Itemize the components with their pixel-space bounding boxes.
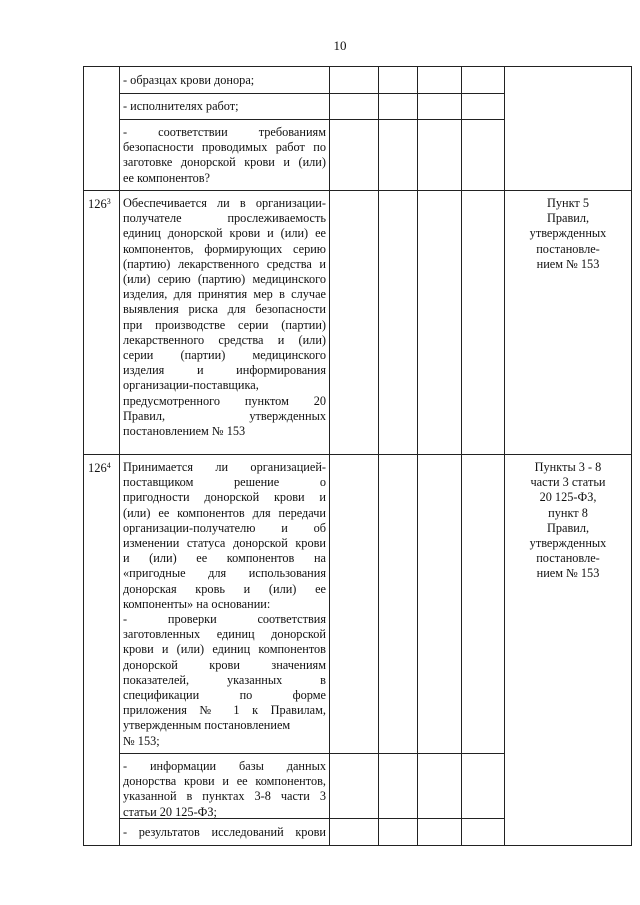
row-divider bbox=[119, 753, 504, 754]
column-divider bbox=[417, 66, 418, 846]
question-cell: - соответствии требованиям безопасности проводимых работ по заготовке донорской крови и (или) ее компонентов? bbox=[123, 125, 326, 185]
question-cell: - образцах крови донора; bbox=[123, 73, 255, 87]
row-number: $126^4$ bbox=[88, 461, 111, 475]
table-border-right bbox=[631, 66, 632, 846]
row-number: $126^3$ bbox=[88, 197, 111, 211]
column-divider bbox=[461, 66, 462, 846]
table-border-bottom bbox=[83, 845, 632, 846]
page-number: 10 bbox=[333, 38, 347, 53]
column-divider bbox=[378, 66, 379, 846]
question-cell: Принимается ли организацией- поставщиком решение о пригодности донорской крови и (или) ее компонентов для передачи организации-получателю и об изменении статуса донорской крови и (или) ее компонентов на «пригодные для использования донорская кровь и (или) ее компоненты» на основании: - проверки соответствия заготовленных единиц донорской крови и (или) единиц компонентов донорской крови значениям показателей, указанных в спецификации по форме приложения № 1 к Правилам, утвержденным постановлением № 153; bbox=[123, 460, 326, 748]
question-cell: - результатов исследований крови bbox=[123, 825, 326, 839]
column-divider bbox=[329, 66, 330, 846]
row-divider bbox=[83, 454, 632, 455]
reference-cell: Пункты 3 - 8 части 3 статьи 20 125-ФЗ, пункт 8 Правил, утвержденных постановле- нием № 153 bbox=[529, 460, 607, 581]
reference-cell: Пункт 5 Правил, утвержденных постановле- нием № 153 bbox=[529, 196, 607, 271]
requirements-table bbox=[83, 66, 632, 846]
question-cell: - информации базы данных донорства крови и ее компонентов, указанной в пунктах 3-8 части 3 статьи 20 125-ФЗ; bbox=[123, 759, 326, 819]
question-cell: Обеспечивается ли в организации- получателе прослеживаемость единиц донорской крови и (или) ее компонентов, формирующих серию (партию) лекарственного средства и (или) серию (партию) медицинского изделия, для принятия мер в случае выявления риска для безопасности при производстве серии (партии) лекарственного средства и (или) серии (партии) медицинского изделия и информирования организации-поставщика, предусмотренного пунктом 20 Правил, утвержденных постановлением № 153 bbox=[123, 196, 326, 439]
table-border-left bbox=[83, 66, 84, 846]
row-divider bbox=[119, 119, 504, 120]
row-divider bbox=[119, 93, 504, 94]
table-border-top bbox=[83, 66, 632, 67]
question-cell: - исполнителях работ; bbox=[123, 99, 239, 113]
column-divider bbox=[504, 66, 505, 846]
row-divider bbox=[83, 190, 632, 191]
column-divider bbox=[119, 66, 120, 846]
